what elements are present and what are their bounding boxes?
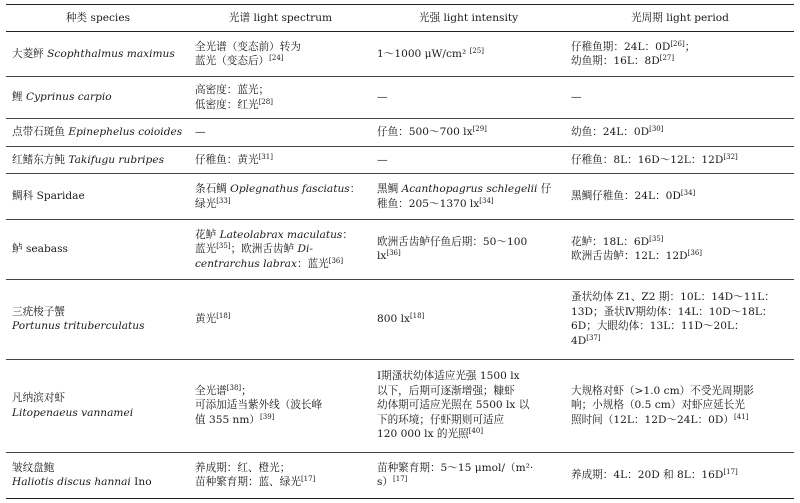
table-row bbox=[6, 219, 794, 279]
intensity-cell bbox=[371, 146, 565, 174]
intensity-text-line: 800 lx[18] bbox=[377, 312, 425, 326]
intensity-text-line: s）[17] bbox=[377, 475, 408, 489]
period-cell bbox=[565, 32, 794, 77]
spectrum-cell bbox=[189, 118, 371, 146]
period-text-line: 花鲈：18L：6D[35] bbox=[571, 234, 664, 248]
intensity-text-line: lx[36] bbox=[377, 249, 401, 263]
species-cell bbox=[6, 146, 189, 174]
species-chinese-name: 红鳍东方鲀 bbox=[12, 153, 65, 166]
spectrum-cell bbox=[189, 279, 371, 359]
intensity-cell bbox=[371, 32, 565, 77]
intensity-text-line: 下的环境；仔虾期则可适应 bbox=[377, 413, 505, 426]
spectrum-text-line: 花鲈 Lateolabrax maculatus： bbox=[195, 228, 353, 241]
species-chinese-name: 鲈 bbox=[12, 243, 23, 256]
spectrum-cell bbox=[189, 359, 371, 452]
species-scientific-name: Litopenaeus vannamei bbox=[12, 406, 134, 419]
species-scientific-name: Takifugu rubripes bbox=[68, 153, 165, 166]
species-scientific-name: Cyprinus carpio bbox=[25, 91, 112, 104]
table-row bbox=[6, 146, 794, 174]
period-text-line: 仔稚鱼：8L：16D～12L：12D[32] bbox=[571, 152, 738, 166]
intensity-cell bbox=[371, 279, 565, 359]
table-row bbox=[6, 279, 794, 359]
spectrum-text-line: 全光谱[38]； bbox=[195, 383, 252, 397]
intensity-cell bbox=[371, 118, 565, 146]
species-scientific-name: Scophthalmus maximus bbox=[47, 47, 175, 60]
spectrum-cell bbox=[189, 146, 371, 174]
table-row bbox=[6, 118, 794, 146]
spectrum-text-line: 条石鲷 Oplegnathus fasciatus： bbox=[195, 183, 361, 196]
period-cell bbox=[565, 219, 794, 279]
table-header-row bbox=[6, 5, 794, 32]
species-cell bbox=[6, 77, 189, 119]
intensity-text-line: 欧洲舌齿鲈仔鱼后期：50～100 bbox=[377, 235, 528, 248]
intensity-text-line: 苗种繁育期：5～15 μmol/（m²· bbox=[377, 461, 534, 474]
intensity-text-line: 120 000 lx 的光照[40] bbox=[377, 427, 484, 441]
intensity-text-line: — bbox=[377, 91, 388, 104]
table-row bbox=[6, 452, 794, 498]
intensity-cell bbox=[371, 77, 565, 119]
species-chinese-name: 凡纳滨对虾 bbox=[12, 392, 65, 405]
spectrum-text-line: 高密度：蓝光； bbox=[195, 84, 270, 97]
period-text-line: 6D；大眼幼体：13L：11D～20L： bbox=[571, 320, 745, 333]
spectrum-cell bbox=[189, 219, 371, 279]
spectrum-text-line: 可添加适当紫外线（波长峰 bbox=[195, 399, 323, 412]
header-spectrum: 光谱 light spectrum bbox=[189, 5, 371, 32]
spectrum-text-line: 养成期：红、橙光； bbox=[195, 461, 291, 474]
species-chinese-name: 鲷科 bbox=[12, 190, 34, 203]
intensity-text-line: Ⅰ期溞状幼体适应光强 1500 lx bbox=[377, 370, 520, 383]
intensity-cell bbox=[371, 219, 565, 279]
intensity-text-line: — bbox=[377, 153, 388, 166]
period-text-line: 幼鱼：24L：0D[30] bbox=[571, 125, 664, 139]
period-text-line: 幼鱼期：16L：8D[27] bbox=[571, 54, 675, 68]
period-cell bbox=[565, 146, 794, 174]
light-conditions-table bbox=[6, 4, 794, 499]
intensity-text-line: 黑鲷 Acanthopagrus schlegelii 仔 bbox=[377, 183, 552, 196]
intensity-text-line: 幼体期可适应光照在 5500 lx 以 bbox=[377, 399, 530, 412]
period-text-line: 养成期：4L：20D 和 8L：16D[17] bbox=[571, 468, 738, 482]
period-text-line: 响；小规格（0.5 cm）对虾应延长光 bbox=[571, 399, 745, 412]
period-text-line: 仔稚鱼期：24L：0D[26]； bbox=[571, 39, 696, 53]
species-chinese-name: 点带石斑鱼 bbox=[12, 126, 65, 139]
species-cell bbox=[6, 279, 189, 359]
period-text-line: 大规格对虾（>1.0 cm）不受光周期影 bbox=[571, 384, 754, 397]
spectrum-cell bbox=[189, 452, 371, 498]
species-scientific-name: Epinephelus coioides bbox=[68, 126, 183, 139]
spectrum-text-line: 值 355 nm）[39] bbox=[195, 412, 275, 426]
species-scientific-name: Portunus trituberculatus bbox=[12, 320, 145, 333]
period-cell bbox=[565, 118, 794, 146]
intensity-cell bbox=[371, 359, 565, 452]
period-text-line: 蚤状幼体 Z1、Z2 期：10L：14D～11L： bbox=[571, 291, 775, 304]
spectrum-text-line: — bbox=[195, 126, 206, 139]
spectrum-text-line: 蓝光（变态后）[24] bbox=[195, 54, 284, 68]
species-scientific-name: Sparidae bbox=[36, 190, 85, 203]
spectrum-cell bbox=[189, 174, 371, 219]
spectrum-text-line: 全光谱（变态前）转为 bbox=[195, 40, 301, 53]
intensity-text-line: 1～1000 μW/cm² [25] bbox=[377, 46, 484, 60]
table-row bbox=[6, 174, 794, 219]
intensity-cell bbox=[371, 452, 565, 498]
intensity-text-line: 以下，后期可逐渐增强；糠虾 bbox=[377, 384, 515, 397]
species-scientific-name: Haliotis discus hannai Ino bbox=[12, 476, 152, 489]
period-text-line: 13D；蚤状Ⅳ期幼体：14L：10D～18L： bbox=[571, 305, 773, 318]
period-text-line: 照时间（12L：12D～24L：0D）[41] bbox=[571, 412, 749, 426]
spectrum-cell bbox=[189, 32, 371, 77]
table-row bbox=[6, 359, 794, 452]
species-scientific-name: seabass bbox=[25, 243, 68, 256]
table-row bbox=[6, 77, 794, 119]
species-chinese-name: 皱纹盘鲍 bbox=[12, 461, 55, 474]
species-cell bbox=[6, 359, 189, 452]
period-cell bbox=[565, 174, 794, 219]
header-species: 种类 species bbox=[6, 5, 189, 32]
spectrum-cell bbox=[189, 77, 371, 119]
species-cell bbox=[6, 452, 189, 498]
spectrum-text-line: 仔稚鱼：黄光[31] bbox=[195, 152, 273, 166]
period-cell bbox=[565, 279, 794, 359]
spectrum-text-line: 苗种繁育期：蓝、绿光[17] bbox=[195, 475, 316, 489]
period-cell bbox=[565, 359, 794, 452]
intensity-text-line: 稚鱼：205～1370 lx[34] bbox=[377, 196, 494, 210]
table-row bbox=[6, 32, 794, 77]
species-cell bbox=[6, 219, 189, 279]
period-text-line: 黑鲷仔稚鱼：24L：0D[34] bbox=[571, 189, 696, 203]
spectrum-text-line: centrarchus labrax：蓝光[36] bbox=[195, 256, 344, 270]
spectrum-text-line: 绿光[33] bbox=[195, 196, 231, 210]
period-cell bbox=[565, 77, 794, 119]
species-chinese-name: 三疣梭子蟹 bbox=[12, 305, 65, 318]
spectrum-text-line: 蓝光[35]；欧洲舌齿鲈 Di- bbox=[195, 242, 313, 256]
species-chinese-name: 鲤 bbox=[12, 91, 23, 104]
spectrum-text-line: 黄光[18] bbox=[195, 312, 231, 326]
spectrum-text-line: 低密度：红光[28] bbox=[195, 97, 273, 111]
period-text-line: 4D[37] bbox=[571, 333, 601, 347]
species-cell bbox=[6, 32, 189, 77]
header-period: 光周期 light period bbox=[565, 5, 794, 32]
period-cell bbox=[565, 452, 794, 498]
period-text-line: — bbox=[571, 91, 582, 104]
species-cell bbox=[6, 118, 189, 146]
species-chinese-name: 大菱鲆 bbox=[12, 47, 44, 60]
intensity-cell bbox=[371, 174, 565, 219]
header-intensity: 光强 light intensity bbox=[371, 5, 565, 32]
period-text-line: 欧洲舌齿鲈：12L：12D[36] bbox=[571, 249, 703, 263]
species-cell bbox=[6, 174, 189, 219]
intensity-text-line: 仔鱼：500～700 lx[29] bbox=[377, 125, 487, 139]
